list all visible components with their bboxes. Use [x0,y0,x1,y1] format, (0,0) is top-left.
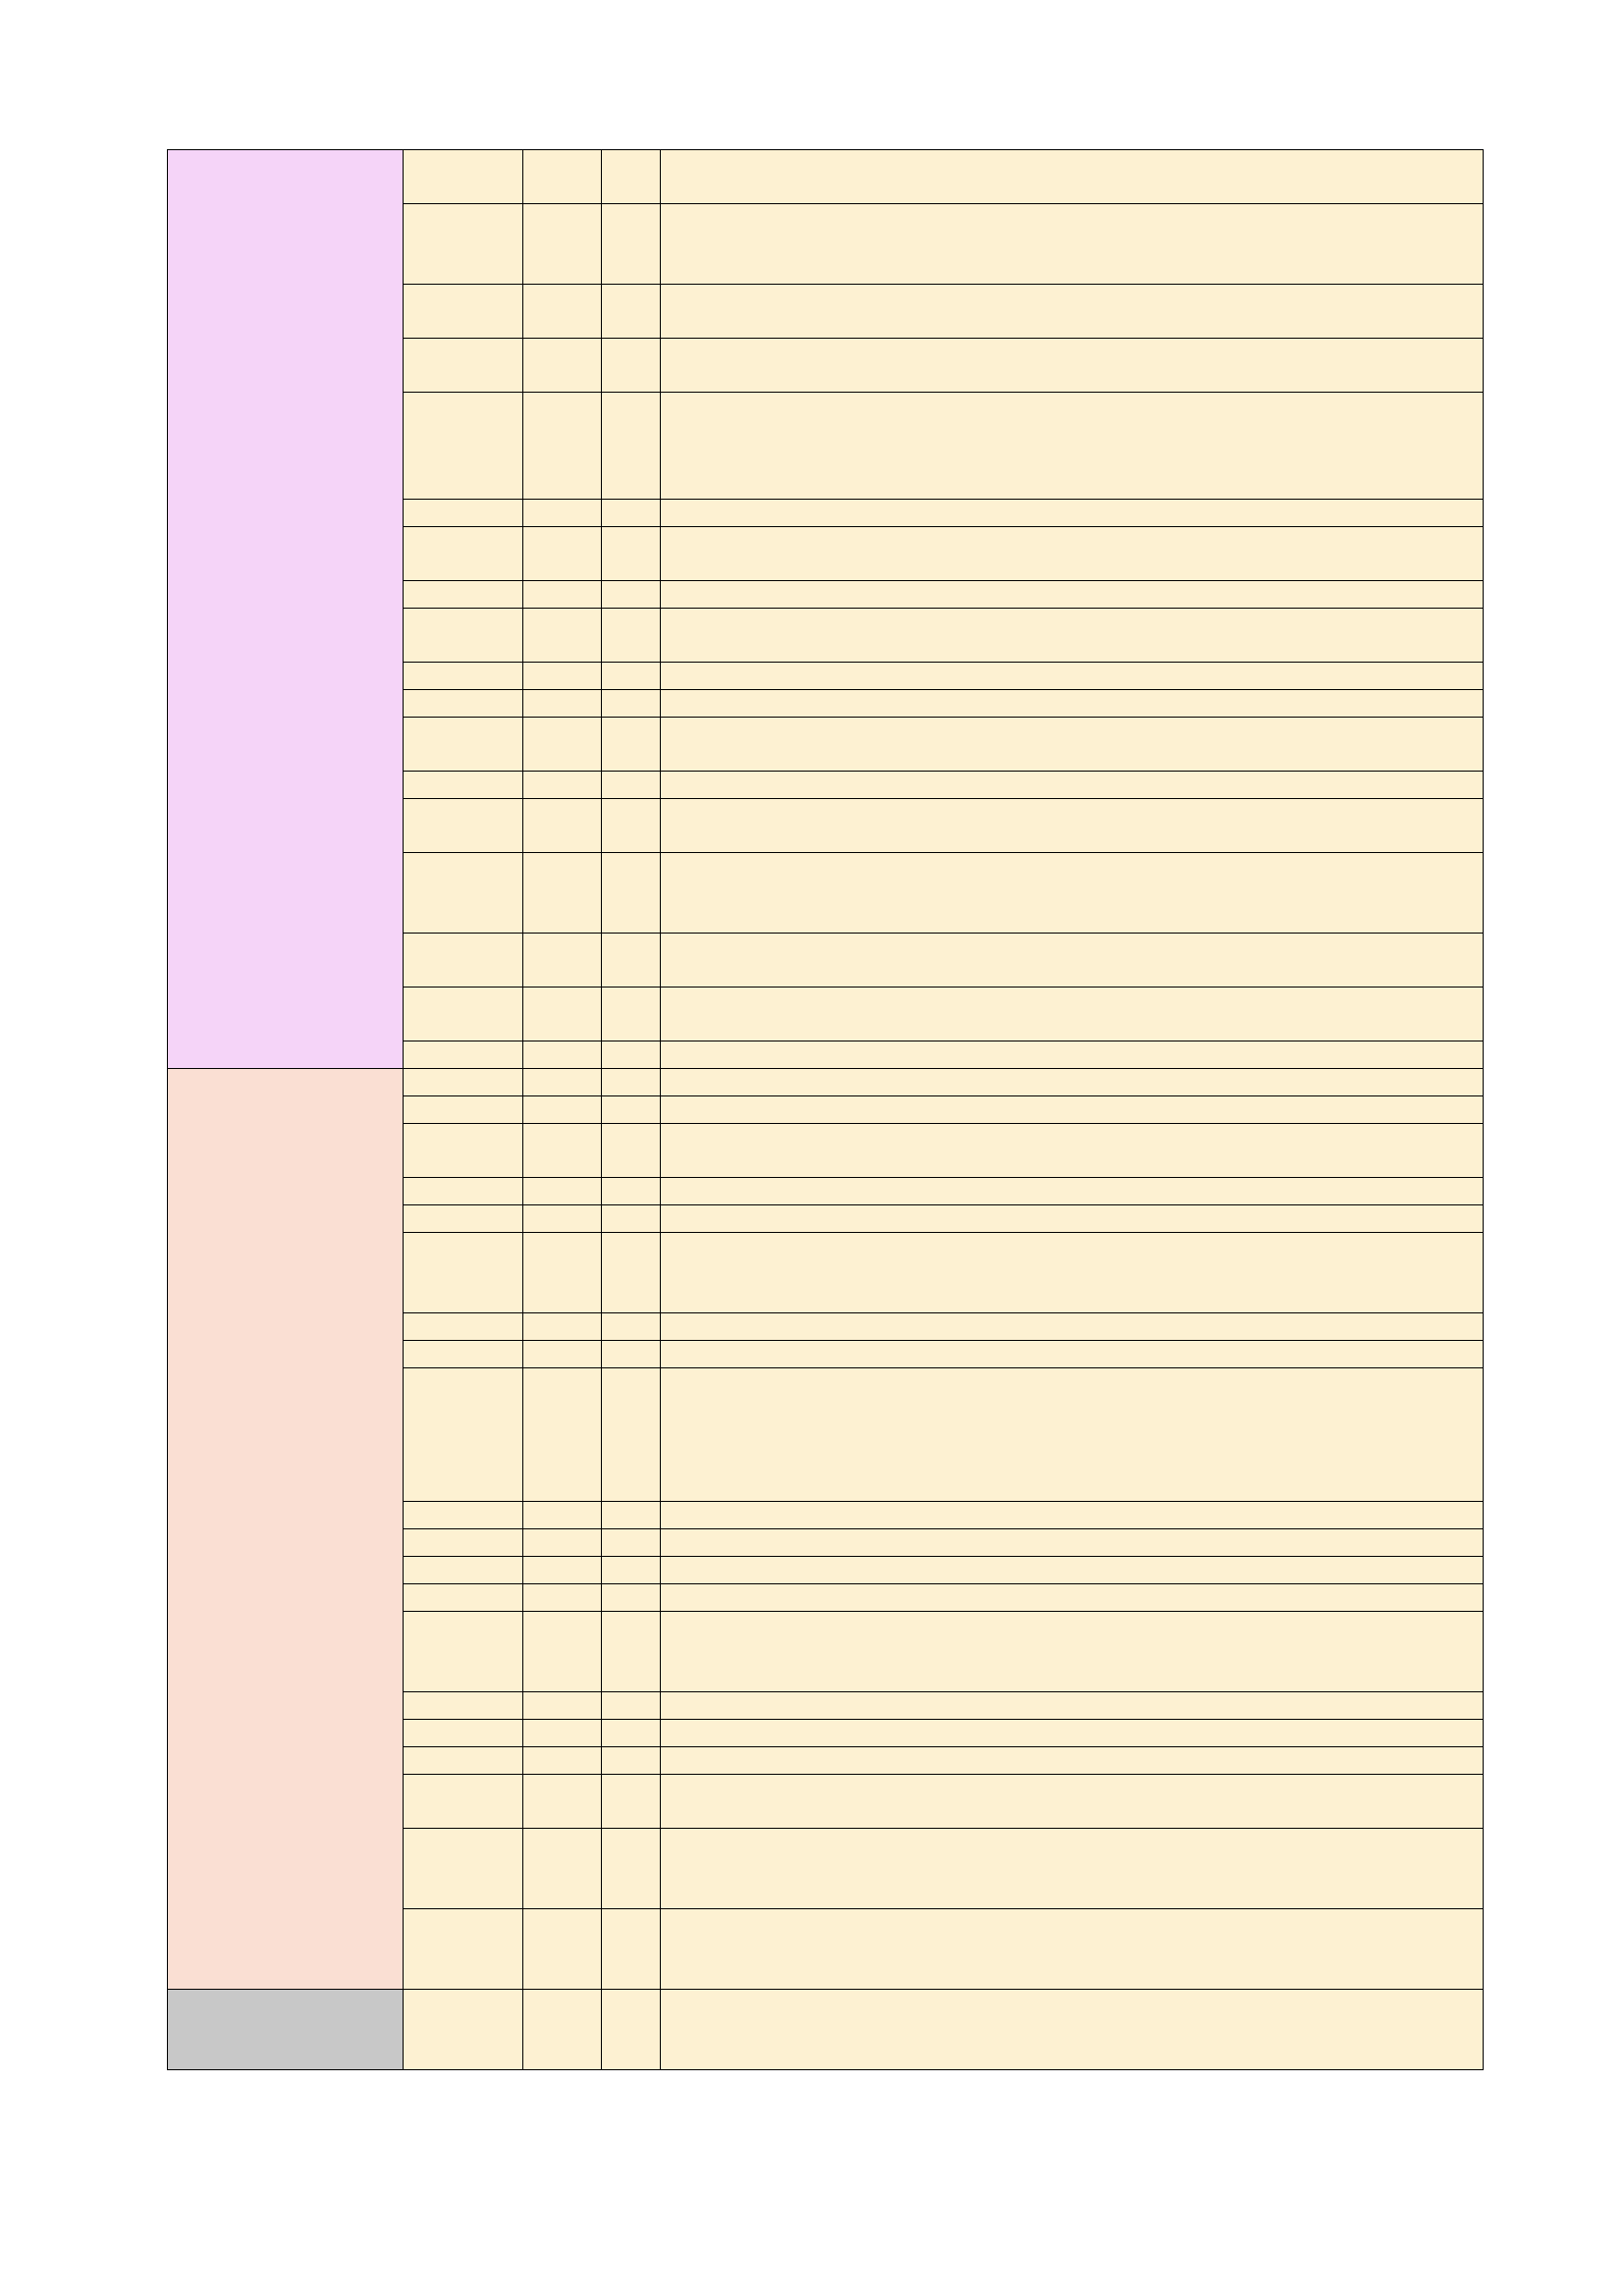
year-cell [404,718,523,772]
event-line [665,150,1477,177]
event-cell [661,1178,1484,1205]
year-cell [404,799,523,853]
event-line [665,1096,1477,1123]
event-line [665,285,1477,311]
month-cell [523,1529,602,1557]
day-cell [602,718,661,772]
year-cell [404,339,523,393]
day-cell [602,799,661,853]
event-cell [661,1529,1484,1557]
event-line [665,1286,1477,1312]
event-line [665,960,1477,987]
day-cell [602,1205,661,1233]
month-cell [523,799,602,853]
event-cell [661,1368,1484,1502]
event-cell [661,1584,1484,1612]
year-cell [404,581,523,609]
event-line [665,988,1477,1014]
event-line [665,1665,1477,1691]
event-line [665,339,1477,365]
day-cell [602,1692,661,1720]
event-cell [661,1692,1484,1720]
event-cell [661,393,1484,500]
year-cell [404,1909,523,1990]
year-cell [404,1313,523,1341]
event-cell [661,609,1484,663]
event-cell [661,339,1484,393]
year-cell [404,690,523,718]
event-cell [661,1990,1484,2070]
event-cell [661,988,1484,1041]
month-cell [523,718,602,772]
day-cell [602,690,661,718]
event-line [665,500,1477,526]
month-cell [523,393,602,500]
month-cell [523,1041,602,1069]
year-cell [404,1529,523,1557]
year-cell [404,772,523,799]
day-cell [602,1747,661,1775]
year-cell [404,1747,523,1775]
event-line [665,799,1477,826]
day-cell [602,1096,661,1124]
event-cell [661,1557,1484,1584]
event-line [665,581,1477,608]
event-line [665,853,1477,880]
day-cell [602,772,661,799]
month-cell [523,1096,602,1124]
event-line [665,1395,1477,1421]
month-cell [523,988,602,1041]
month-cell [523,285,602,339]
event-cell [661,853,1484,934]
month-cell [523,204,602,285]
year-cell [404,1096,523,1124]
year-cell [404,1692,523,1720]
event-line [665,1341,1477,1367]
event-line [665,1448,1477,1474]
era-label [168,150,404,1069]
event-line [665,2016,1477,2043]
year-cell [404,1829,523,1909]
month-cell [523,150,602,204]
event-line [665,419,1477,446]
month-cell [523,1205,602,1233]
day-cell [602,1502,661,1529]
event-line [665,1584,1477,1611]
event-cell [661,1775,1484,1829]
event-cell [661,1205,1484,1233]
month-cell [523,1178,602,1205]
event-line [665,1421,1477,1448]
event-cell [661,1313,1484,1341]
event-line [665,718,1477,744]
month-cell [523,1584,602,1612]
event-cell [661,581,1484,609]
event-line [665,472,1477,499]
year-cell [404,1368,523,1502]
timeline-table [167,149,1484,2070]
event-line [665,1474,1477,1501]
year-cell [404,1990,523,2070]
event-line [665,1692,1477,1719]
day-cell [602,1720,661,1747]
day-cell [602,663,661,690]
month-cell [523,1233,602,1313]
event-line [665,1150,1477,1177]
month-cell [523,1829,602,1909]
event-line [665,1557,1477,1583]
timeline-sheet [167,149,1483,2070]
day-cell [602,1368,661,1502]
year-cell [404,1612,523,1692]
year-cell [404,393,523,500]
year-cell [404,1584,523,1612]
event-line [665,609,1477,635]
event-cell [661,285,1484,339]
event-line [665,204,1477,231]
year-cell [404,1775,523,1829]
timeline-row [168,1990,1484,2070]
event-line [665,1962,1477,1989]
day-cell [602,853,661,934]
year-cell [404,1178,523,1205]
event-line [665,1612,1477,1638]
year-cell [404,285,523,339]
event-cell [661,934,1484,988]
day-cell [602,1069,661,1096]
event-line [665,527,1477,554]
year-cell [404,1205,523,1233]
event-line [665,1069,1477,1095]
year-cell [404,1502,523,1529]
year-cell [404,1069,523,1096]
event-cell [661,527,1484,581]
event-line [665,690,1477,717]
month-cell [523,1990,602,2070]
event-cell [661,799,1484,853]
year-cell [404,500,523,527]
event-line [665,1124,1477,1150]
event-line [665,365,1477,392]
day-cell [602,527,661,581]
day-cell [602,1990,661,2070]
day-cell [602,1909,661,1990]
day-cell [602,609,661,663]
day-cell [602,1529,661,1557]
event-cell [661,204,1484,285]
event-line [665,1936,1477,1962]
event-cell [661,1829,1484,1909]
event-line [665,663,1477,689]
day-cell [602,150,661,204]
year-cell [404,609,523,663]
month-cell [523,1612,602,1692]
day-cell [602,581,661,609]
day-cell [602,1584,661,1612]
event-line [665,1014,1477,1041]
event-cell [661,500,1484,527]
month-cell [523,1557,602,1584]
year-cell [404,527,523,581]
day-cell [602,988,661,1041]
event-line [665,231,1477,257]
event-line [665,311,1477,338]
day-cell [602,1829,661,1909]
event-line [665,906,1477,933]
event-line [665,1638,1477,1665]
month-cell [523,1069,602,1096]
month-cell [523,1502,602,1529]
month-cell [523,1313,602,1341]
day-cell [602,339,661,393]
event-cell [661,1124,1484,1178]
month-cell [523,527,602,581]
event-cell [661,150,1484,204]
timeline-body [168,150,1484,2070]
year-cell [404,204,523,285]
month-cell [523,934,602,988]
day-cell [602,934,661,988]
year-cell [404,988,523,1041]
month-cell [523,581,602,609]
event-line [665,1775,1477,1801]
day-cell [602,500,661,527]
day-cell [602,1233,661,1313]
era-label [168,1990,404,2070]
year-cell [404,853,523,934]
year-cell [404,663,523,690]
event-line [665,880,1477,906]
month-cell [523,500,602,527]
event-line [665,1259,1477,1286]
event-line [665,2043,1477,2069]
day-cell [602,1557,661,1584]
event-cell [661,1720,1484,1747]
day-cell [602,1124,661,1178]
event-cell [661,772,1484,799]
timeline-row [168,1069,1484,1096]
event-line [665,1178,1477,1204]
day-cell [602,1178,661,1205]
year-cell [404,150,523,204]
event-line [665,1502,1477,1528]
month-cell [523,1341,602,1368]
month-cell [523,690,602,718]
month-cell [523,339,602,393]
month-cell [523,609,602,663]
day-cell [602,1612,661,1692]
event-line [665,744,1477,771]
month-cell [523,772,602,799]
event-line [665,1882,1477,1908]
month-cell [523,1747,602,1775]
event-line [665,1720,1477,1746]
day-cell [602,1041,661,1069]
event-line [665,772,1477,798]
month-cell [523,1720,602,1747]
year-cell [404,934,523,988]
event-line [665,1990,1477,2016]
event-line [665,1747,1477,1774]
event-line [665,826,1477,852]
event-cell [661,1041,1484,1069]
event-line [665,1205,1477,1232]
day-cell [602,1313,661,1341]
event-cell [661,1341,1484,1368]
event-cell [661,1069,1484,1096]
month-cell [523,1368,602,1502]
event-cell [661,1747,1484,1775]
event-cell [661,1909,1484,1990]
day-cell [602,285,661,339]
event-line [665,934,1477,960]
era-label [168,1069,404,1990]
event-line [665,635,1477,662]
month-cell [523,1692,602,1720]
year-cell [404,1557,523,1584]
event-line [665,1233,1477,1259]
event-line [665,177,1477,203]
event-line [665,393,1477,419]
event-line [665,446,1477,472]
month-cell [523,1124,602,1178]
event-cell [661,1096,1484,1124]
event-cell [661,1612,1484,1692]
event-cell [661,663,1484,690]
year-cell [404,1720,523,1747]
event-line [665,1313,1477,1340]
event-line [665,1529,1477,1556]
event-cell [661,690,1484,718]
event-line [665,1041,1477,1068]
event-line [665,1855,1477,1882]
year-cell [404,1124,523,1178]
event-line [665,1801,1477,1828]
year-cell [404,1341,523,1368]
event-cell [661,718,1484,772]
event-cell [661,1233,1484,1313]
day-cell [602,204,661,285]
day-cell [602,1775,661,1829]
day-cell [602,1341,661,1368]
year-cell [404,1233,523,1313]
event-line [665,1368,1477,1395]
timeline-row [168,150,1484,204]
year-cell [404,1041,523,1069]
event-line [665,1909,1477,1936]
event-line [665,1829,1477,1855]
event-line [665,554,1477,580]
month-cell [523,663,602,690]
month-cell [523,1775,602,1829]
event-cell [661,1502,1484,1529]
month-cell [523,853,602,934]
month-cell [523,1909,602,1990]
day-cell [602,393,661,500]
event-line [665,257,1477,284]
